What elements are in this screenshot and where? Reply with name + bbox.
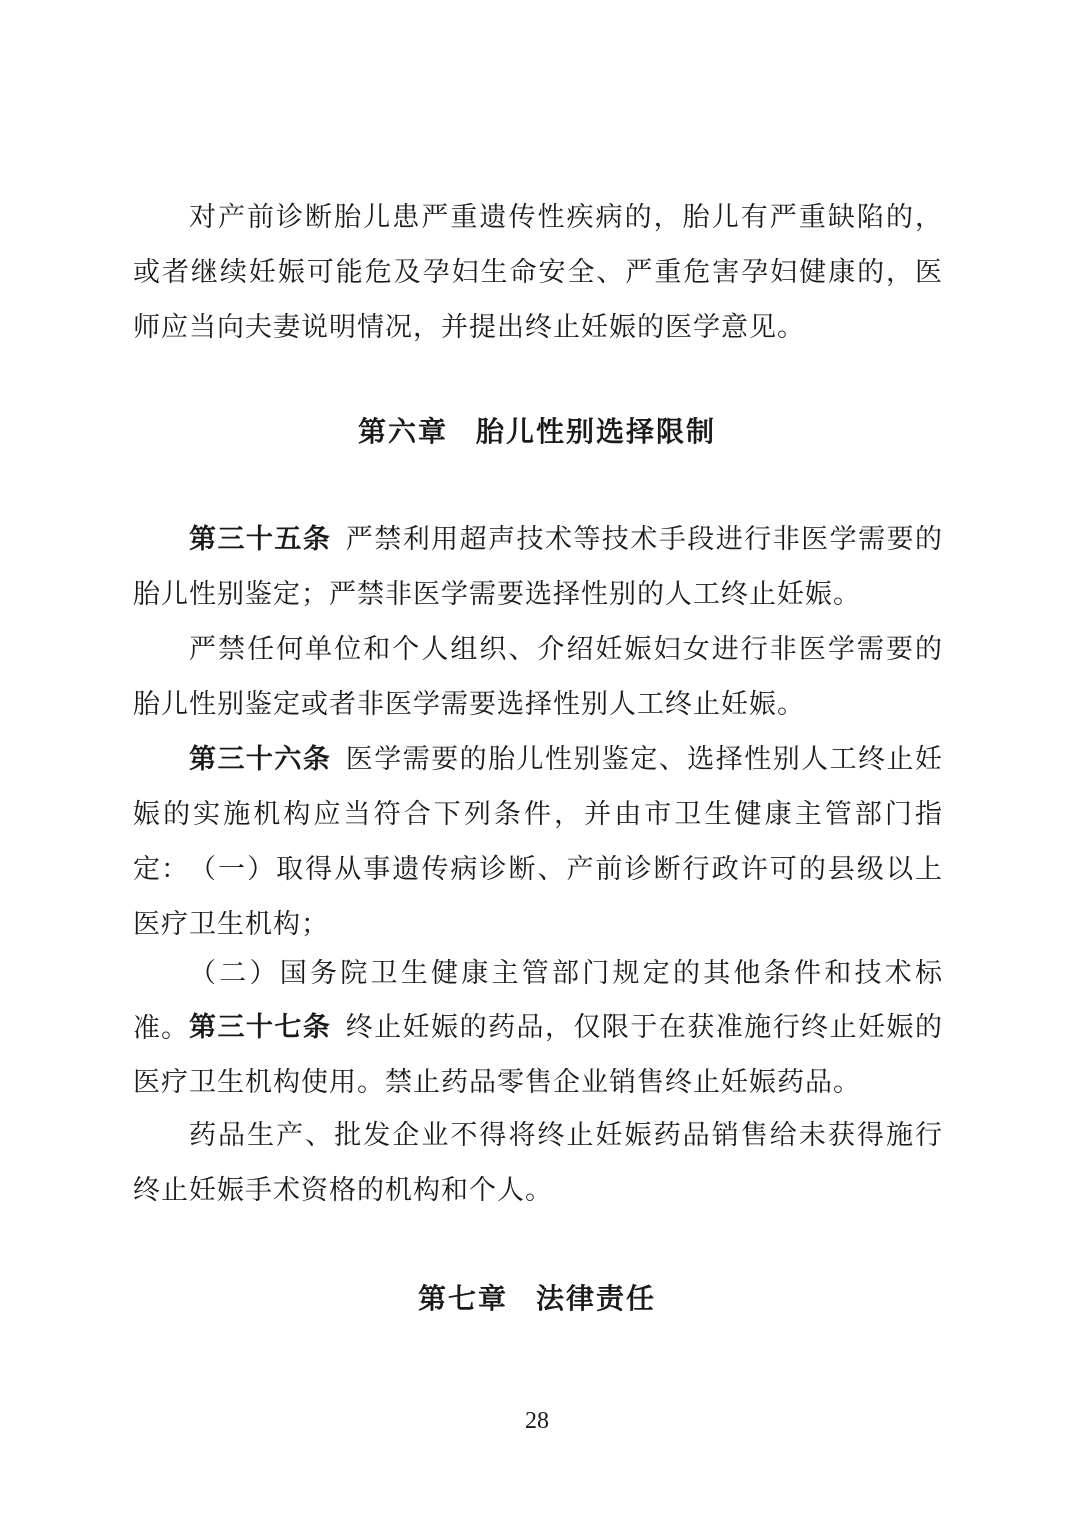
chapter-6-number: 第六章 [357, 415, 448, 448]
intro-paragraph [133, 190, 943, 355]
article-35-paragraph-2-text: 严禁任何单位和个人组织、介绍妊娠妇女进行非医学需要的胎儿性别鉴定或者非医学需要选择性别人工终止妊娠。 [133, 634, 943, 720]
chapter-7-number: 第七章 [417, 1282, 508, 1315]
article-37-paragraph-2-text: 药品生产、批发企业不得将终止妊娠药品销售给未获得施行终止妊娠手术资格的机构和个人。 [133, 1120, 943, 1206]
article-36-item-1 [133, 842, 943, 952]
article-37-text: 终止妊娠的药品，仅限于在获准施行终止妊娠的医疗卫生机构使用。禁止药品零售企业销售终止妊娠药品。 [133, 1012, 944, 1098]
chapter-6-title: 胎儿性别选择限制 [476, 415, 717, 448]
article-35-text: 严禁利用超声技术等技术手段进行非医学需要的胎儿性别鉴定；严禁非医学需要选择性别的人工终止妊娠。 [133, 524, 944, 610]
article-36-item-2-text: （二）国务院卫生健康主管部门规定的其他条件和技术标准。 [133, 958, 943, 1044]
article-36-label: 第三十六条 [189, 744, 332, 775]
article-36-item-1-text: （一）取得从事遗传病诊断、产前诊断行政许可的县级以上医疗卫生机构； [133, 854, 943, 940]
chapter-7-title: 法律责任 [536, 1282, 657, 1315]
article-35-label: 第三十五条 [189, 524, 332, 555]
intro-text: 对产前诊断胎儿患严重遗传性疾病的，胎儿有严重缺陷的，或者继续妊娠可能危及孕妇生命安全、严重危害孕妇健康的，医师应当向夫妻说明情况，并提出终止妊娠的医学意见。 [133, 202, 943, 343]
chapter-6-heading [0, 410, 1074, 450]
article-37 [133, 1000, 943, 1110]
page-number: 28 [525, 1408, 549, 1434]
chapter-7-heading [0, 1277, 1074, 1317]
article-35-paragraph-2 [133, 622, 943, 732]
article-37-label: 第三十七条 [189, 1012, 332, 1043]
article-36-text: 医学需要的胎儿性别鉴定、选择性别人工终止妊娠的实施机构应当符合下列条件，并由市卫生健康主管部门指定： [133, 744, 944, 885]
article-37-paragraph-2 [133, 1108, 943, 1218]
article-35 [133, 512, 943, 622]
